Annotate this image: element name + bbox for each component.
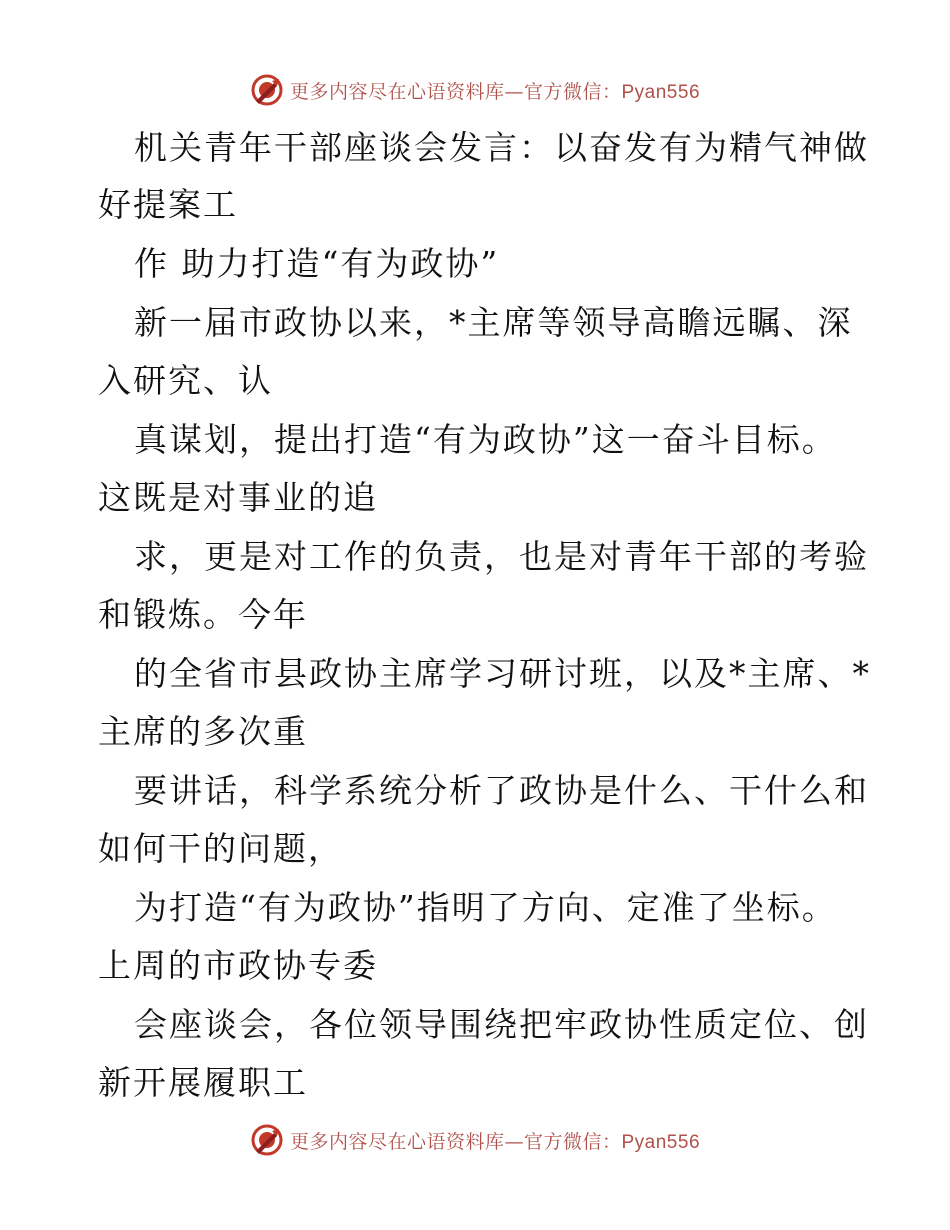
text-line: 作 助力打造“有为政协”	[134, 244, 500, 283]
text-line: 求，更是对工作的负责，也是对青年干部的考验	[134, 537, 869, 576]
red-quill-logo-icon	[250, 1123, 284, 1157]
text-line: 机关青年干部座谈会发言：以奋发有为精气神做	[134, 128, 869, 167]
text-line: 的全省市县政协主席学习研讨班，以及*主席、*	[134, 654, 871, 693]
footer-banner-text: 更多内容尽在心语资料库—官方微信：Pyan556	[289, 1130, 701, 1153]
text-line: 新一届市政协以来，*主席等领导高瞻远瞩、深	[134, 303, 853, 342]
footer-banner	[0, 1120, 950, 1160]
text-line: 好提案工	[98, 185, 238, 224]
text-line: 这既是对事业的追	[98, 478, 378, 517]
text-line: 和锻炼。今年	[98, 595, 308, 634]
text-line: 上周的市政协专委	[98, 946, 378, 985]
wechat-id: Pyan556	[621, 1131, 701, 1153]
wechat-id: Pyan556	[621, 81, 701, 103]
text-line: 真谋划，提出打造“有为政协”这一奋斗目标。	[134, 420, 837, 459]
text-line: 为打造“有为政协”指明了方向、定准了坐标。	[134, 888, 837, 927]
header-banner-text: 更多内容尽在心语资料库—官方微信：Pyan556	[289, 80, 701, 103]
text-line: 入研究、认	[98, 361, 273, 400]
text-line: 新开展履职工	[98, 1063, 308, 1102]
text-line: 会座谈会，各位领导围绕把牢政协性质定位、创	[134, 1005, 869, 1044]
text-line: 要讲话，科学系统分析了政协是什么、干什么和	[134, 771, 869, 810]
text-line: 主席的多次重	[98, 712, 308, 751]
text-line: 如何干的问题，	[98, 829, 343, 868]
